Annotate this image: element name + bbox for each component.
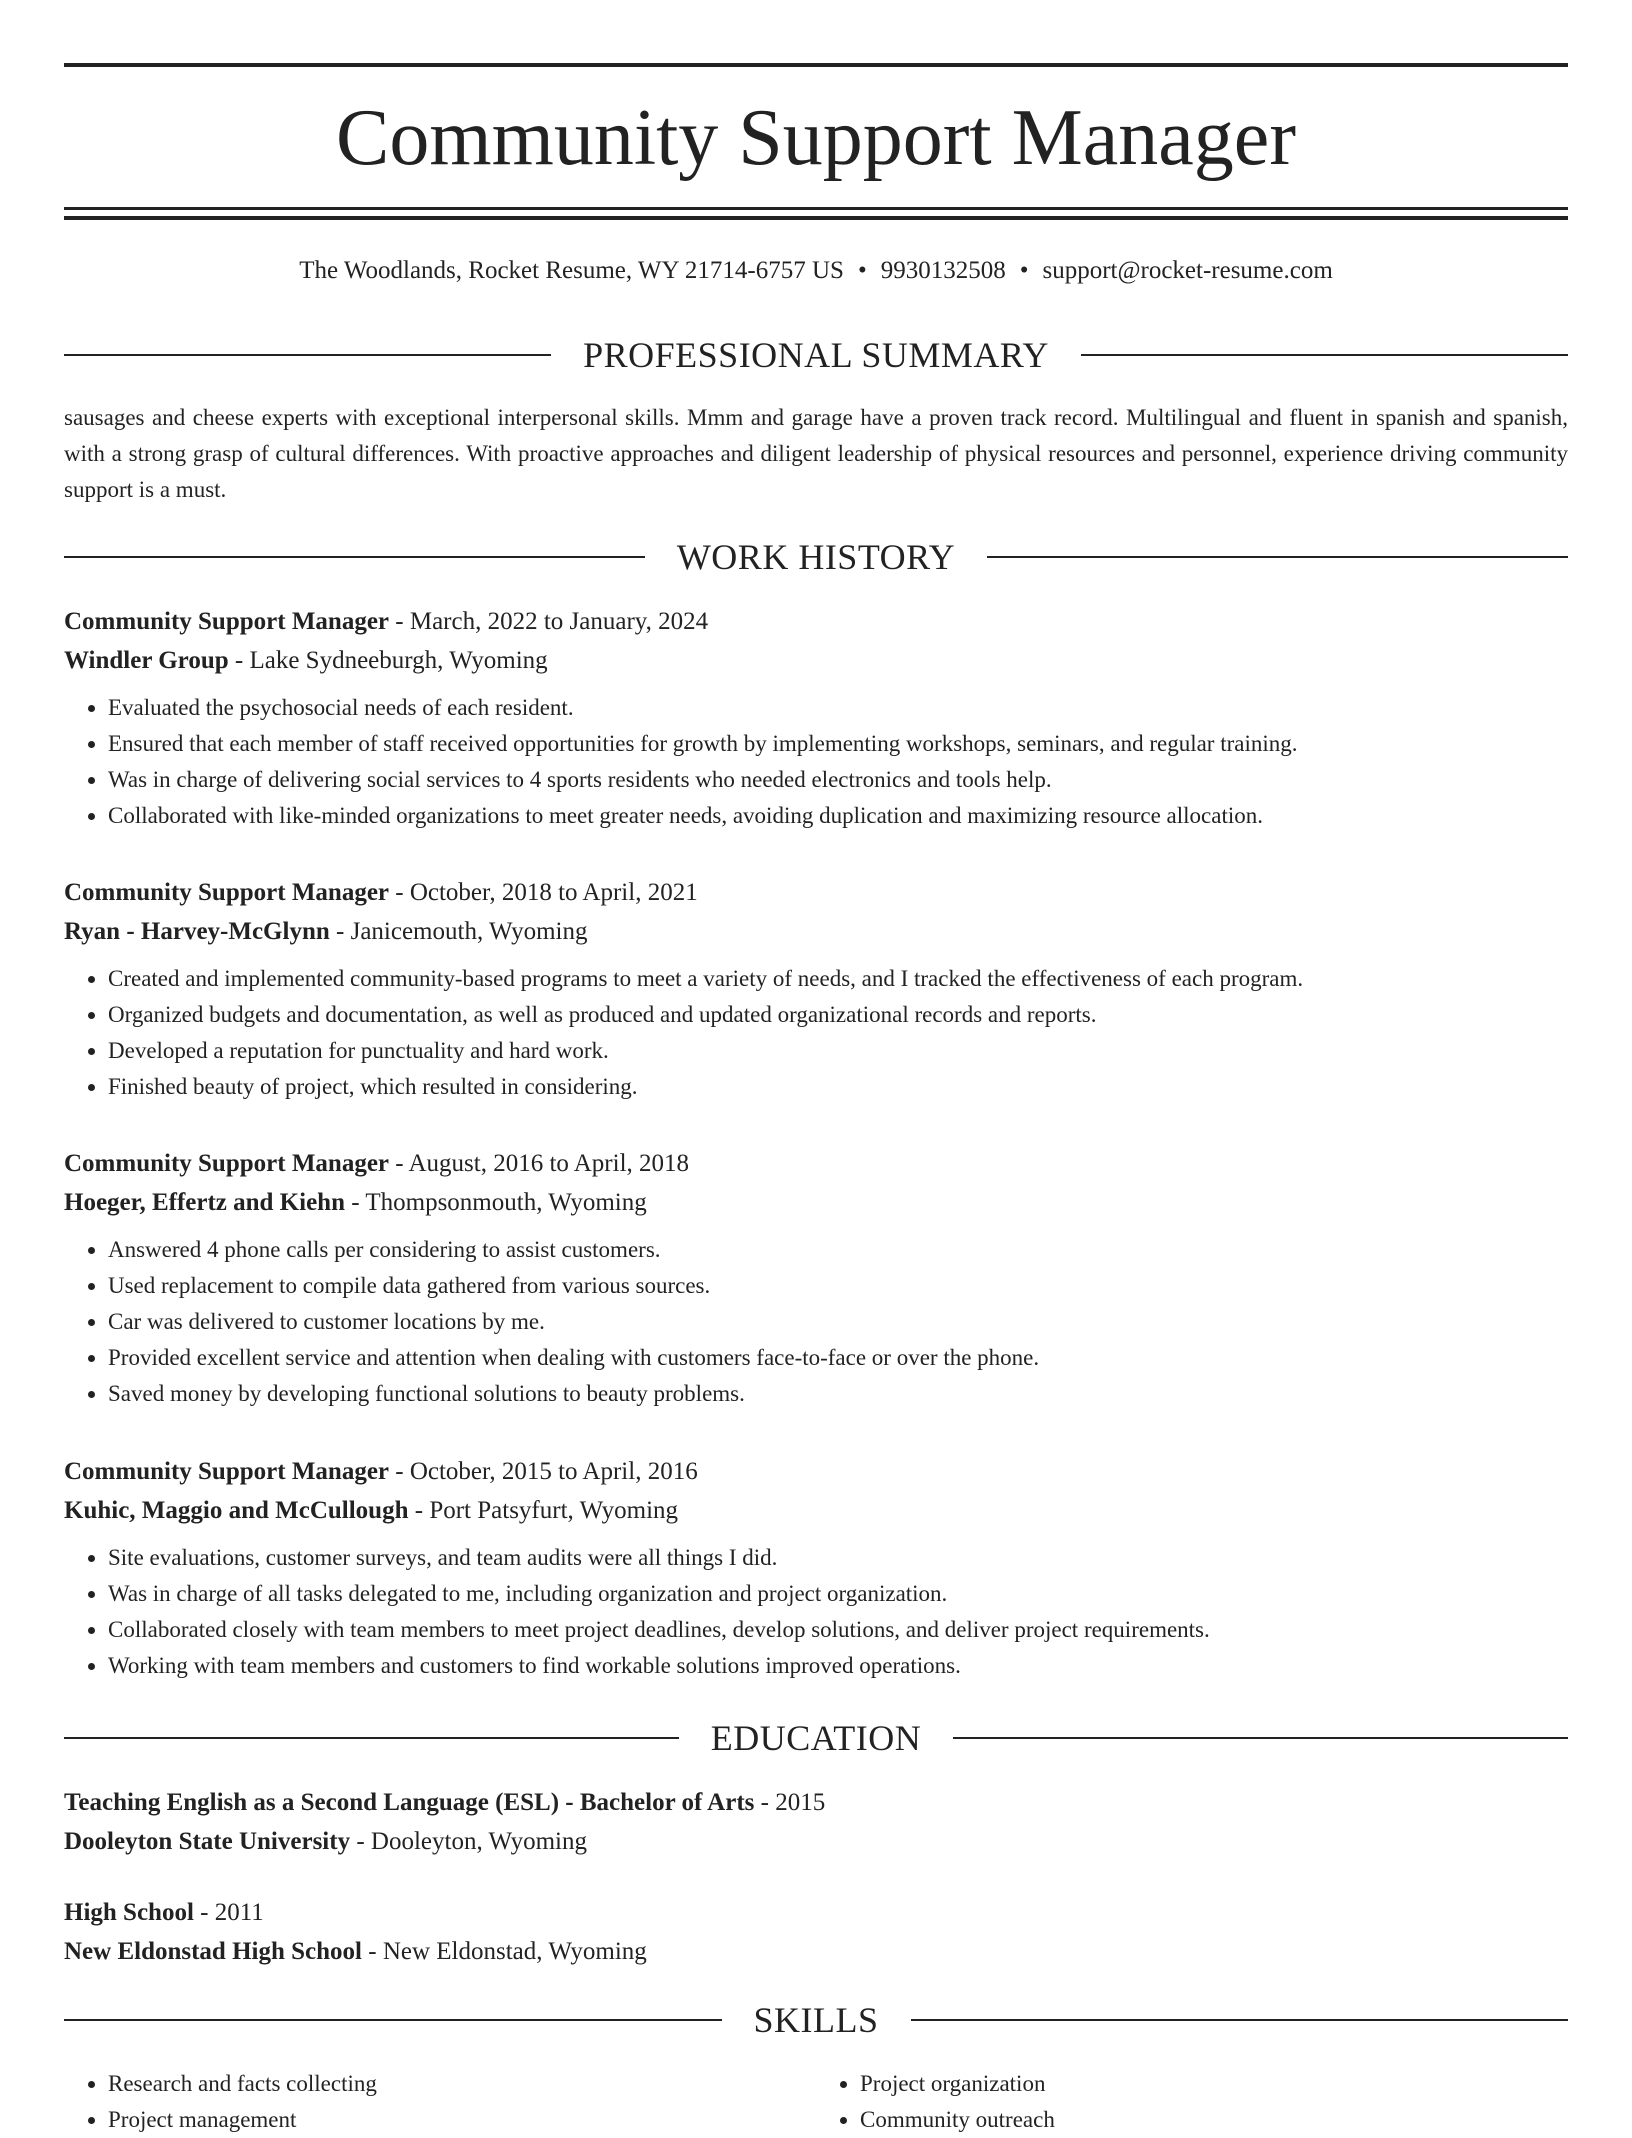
job-heading xyxy=(64,602,1568,641)
job-bullet: • Developed a reputation for punctuality and hard work. xyxy=(108,1033,1568,1069)
skills-list-right xyxy=(816,2066,1568,2138)
section-header-work xyxy=(64,535,1568,579)
section-rule xyxy=(1081,354,1568,356)
job-bullet: • Provided excellent service and attention when dealing with customers face-to-face or over the phone. xyxy=(108,1340,1568,1376)
job-company: Hoeger, Effertz and Kiehn xyxy=(64,1189,345,1216)
job-bullets xyxy=(64,690,1568,834)
job-company: Kuhic, Maggio and McCullough xyxy=(64,1497,409,1524)
education-school-line xyxy=(64,1822,1568,1861)
job-heading xyxy=(64,1452,1568,1491)
section-rule xyxy=(987,556,1568,558)
title-double-rule xyxy=(64,207,1568,220)
education-entry xyxy=(64,1783,1568,1861)
job-employer xyxy=(64,912,1568,951)
section-rule xyxy=(64,2019,722,2021)
education-entry xyxy=(64,1893,1568,1971)
skill-item: • Research and facts collecting xyxy=(108,2066,816,2102)
job-bullet: • Working with team members and customers to find workable solutions improved operations. xyxy=(108,1648,1568,1684)
job-company: Windler Group xyxy=(64,647,229,674)
job-bullets xyxy=(64,1232,1568,1412)
contact-line xyxy=(64,254,1568,288)
job-dates: - August, 2016 to April, 2018 xyxy=(389,1150,690,1177)
education-heading xyxy=(64,1893,1568,1932)
education-school: New Eldonstad High School xyxy=(64,1938,362,1965)
section-title: EDUCATION xyxy=(710,1718,922,1758)
education-location: - New Eldonstad, Wyoming xyxy=(362,1938,647,1965)
job-dates: - October, 2018 to April, 2021 xyxy=(389,879,698,906)
education-degree: High School xyxy=(64,1899,194,1926)
work-entry xyxy=(64,602,1568,834)
job-role: Community Support Manager xyxy=(64,1458,390,1485)
job-bullet: • Evaluated the psychosocial needs of each resident. xyxy=(108,690,1568,726)
job-role: Community Support Manager xyxy=(64,608,390,635)
job-bullet: • Created and implemented community-based programs to meet a variety of needs, and I tracked the effectiveness of each program. xyxy=(108,961,1568,997)
contact-phone: 9930132508 xyxy=(880,257,1006,284)
job-role: Community Support Manager xyxy=(64,1150,390,1177)
section-rule xyxy=(911,2019,1569,2021)
section-title: PROFESSIONAL SUMMARY xyxy=(583,335,1049,375)
skills-columns xyxy=(64,2066,1568,2138)
job-bullet: • Organized budgets and documentation, as well as produced and updated organizational records and reports. xyxy=(108,997,1568,1033)
job-bullet: • Was in charge of delivering social services to 4 sports residents who needed electronics and tools help. xyxy=(108,762,1568,798)
summary-text: sausages and cheese experts with exceptional interpersonal skills. Mmm and garage have a proven track record. Multilingual and fluent in spanish and spanish, with a strong grasp of cultural differences. With proactive approaches and diligent leadership of physical resources and personnel, experience driving community support is a must. xyxy=(64,405,1568,502)
job-bullet: • Collaborated closely with team members to meet project deadlines, develop solutions, and deliver project requirements. xyxy=(108,1612,1568,1648)
education-school: Dooleyton State University xyxy=(64,1828,351,1855)
job-bullet: • Was in charge of all tasks delegated to me, including organization and project organization. xyxy=(108,1576,1568,1612)
section-title: SKILLS xyxy=(753,2000,879,2040)
section-rule xyxy=(64,556,645,558)
education-year: - 2015 xyxy=(754,1789,826,1816)
education-school-line xyxy=(64,1932,1568,1971)
job-company: Ryan - Harvey-McGlynn xyxy=(64,918,330,945)
education-year: - 2011 xyxy=(193,1899,264,1926)
work-entry xyxy=(64,1144,1568,1412)
skills-list-left xyxy=(64,2066,816,2138)
job-role: Community Support Manager xyxy=(64,879,390,906)
job-bullet: • Site evaluations, customer surveys, and team audits were all things I did. xyxy=(108,1540,1568,1576)
section-title: WORK HISTORY xyxy=(676,537,956,577)
job-location: - Janicemouth, Wyoming xyxy=(329,918,588,945)
contact-separator: • xyxy=(1019,257,1029,284)
job-bullet: • Answered 4 phone calls per considering to assist customers. xyxy=(108,1232,1568,1268)
section-header-skills xyxy=(64,1998,1568,2042)
job-bullet: • Saved money by developing functional solutions to beauty problems. xyxy=(108,1376,1568,1412)
job-dates: - October, 2015 to April, 2016 xyxy=(389,1458,698,1485)
job-employer xyxy=(64,1183,1568,1222)
education-degree: Teaching English as a Second Language (ESL) - Bachelor of Arts xyxy=(64,1789,755,1816)
job-location: - Thompsonmouth, Wyoming xyxy=(344,1189,647,1216)
section-header-education xyxy=(64,1716,1568,1760)
job-employer xyxy=(64,641,1568,680)
contact-address: The Woodlands, Rocket Resume, WY 21714-6757 US xyxy=(299,257,844,284)
job-bullets xyxy=(64,1540,1568,1684)
job-bullet: • Collaborated with like-minded organizations to meet greater needs, avoiding duplication and maximizing resource allocation. xyxy=(108,798,1568,834)
education-heading xyxy=(64,1783,1568,1822)
work-entry xyxy=(64,1452,1568,1684)
section-rule xyxy=(953,1737,1568,1739)
job-bullet: • Finished beauty of project, which resulted in considering. xyxy=(108,1069,1568,1105)
section-rule xyxy=(64,354,551,356)
skill-item: • Project management xyxy=(108,2102,816,2138)
top-rule xyxy=(64,63,1568,67)
job-heading xyxy=(64,873,1568,912)
job-bullet: • Ensured that each member of staff received opportunities for growth by implementing workshops, seminars, and regular training. xyxy=(108,726,1568,762)
contact-separator: • xyxy=(857,257,867,284)
job-heading xyxy=(64,1144,1568,1183)
section-header-summary xyxy=(64,333,1568,377)
section-rule xyxy=(64,1737,679,1739)
skill-item: • Project organization xyxy=(860,2066,1568,2102)
job-bullet: • Car was delivered to customer locations by me. xyxy=(108,1304,1568,1340)
job-dates: - March, 2022 to January, 2024 xyxy=(389,608,709,635)
job-location: - Lake Sydneeburgh, Wyoming xyxy=(228,647,548,674)
education-location: - Dooleyton, Wyoming xyxy=(350,1828,587,1855)
contact-email: support@rocket-resume.com xyxy=(1042,257,1333,284)
resume-title: Community Support Manager xyxy=(336,94,1296,182)
job-bullets xyxy=(64,961,1568,1105)
job-bullet: • Used replacement to compile data gathered from various sources. xyxy=(108,1268,1568,1304)
job-employer xyxy=(64,1491,1568,1530)
job-location: - Port Patsyfurt, Wyoming xyxy=(408,1497,679,1524)
work-entry xyxy=(64,873,1568,1105)
skill-item: • Community outreach xyxy=(860,2102,1568,2138)
